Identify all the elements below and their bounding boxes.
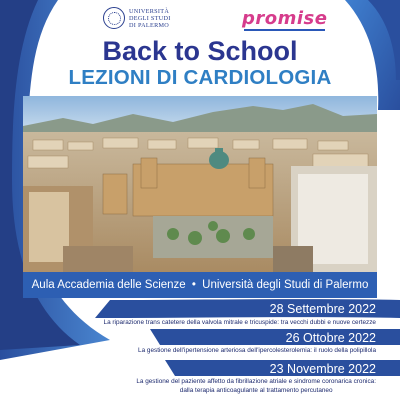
university-logo [103, 7, 171, 29]
header-logos [0, 0, 400, 36]
university-name [129, 8, 171, 29]
session-topic-3-line2: dalla terapia anticoagulante al trattamento percutaneo [179, 386, 333, 394]
event-title: Back to School [102, 36, 298, 66]
promise-logo-text: promise [242, 8, 328, 29]
session-topic-3 [136, 378, 376, 395]
palermo-cathedral-aerial-photo [23, 96, 377, 272]
session-date-2: 26 Ottobre 2022 [285, 331, 376, 345]
university-name-line3: DI PALERMO [129, 21, 170, 29]
session-topic-3-line1: La gestione del paziente affetto da fibrillazione atriale e sindrome coronarica cronica: [136, 378, 376, 385]
session-date-1: 28 Settembre 2022 [269, 302, 376, 316]
promise-logo [242, 8, 327, 29]
venue-separator: • [191, 279, 196, 291]
session-topic-1: La riparazione trans catetere della valvola mitrale e tricuspide: tra vecchi dubbi e nuove certezze [103, 319, 376, 326]
university-seal-icon [103, 7, 125, 29]
promise-logo-underline [244, 29, 325, 31]
venue-place: Aula Accademia delle Scienze [31, 279, 186, 291]
university-name-line1: UNIVERSITÀ [129, 7, 170, 15]
event-subtitle: LEZIONI DI CARDIOLOGIA [68, 66, 332, 89]
session-date-3: 23 Novembre 2022 [269, 362, 376, 376]
venue-bar [23, 272, 377, 298]
session-topic-2: La gestione dell'ipertensione arteriosa dell'ipercolesterolemia: il ruolo della polipillola [138, 347, 376, 354]
university-name-line2: DEGLI STUDI [129, 14, 171, 22]
venue-institution: Università degli Studi di Palermo [202, 279, 369, 291]
